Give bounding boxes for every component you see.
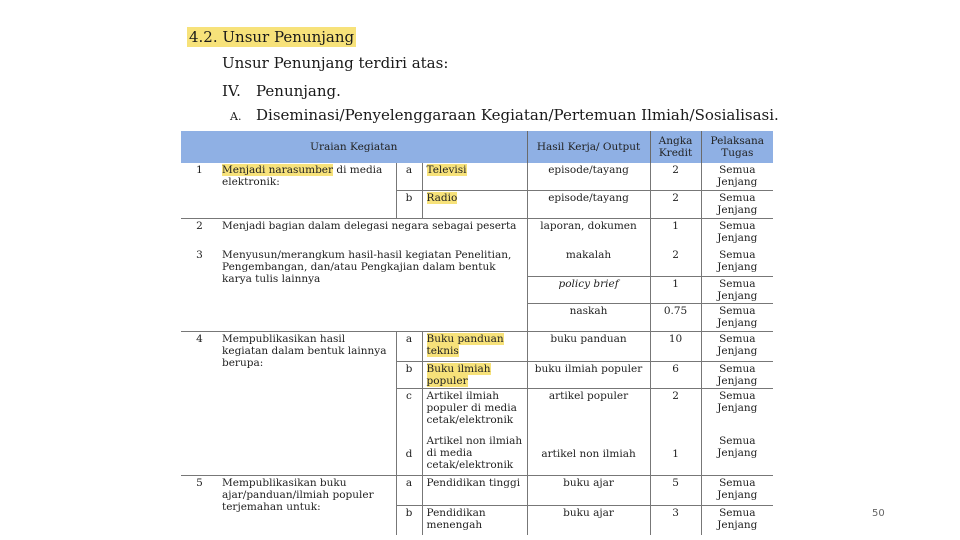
sub-item: Artikel non ilmiah di media cetak/elektronik (422, 434, 527, 475)
table-row (181, 248, 773, 276)
sub-item (422, 331, 527, 361)
kredit-cell: 1 (650, 434, 701, 475)
sub-letter: b (396, 505, 422, 535)
sub-letter: a (396, 475, 422, 505)
row-number: 4 (181, 331, 218, 475)
kredit-cell: 2 (650, 248, 701, 276)
kredit-cell: 1 (650, 218, 701, 248)
sub-item (422, 163, 527, 190)
header-angka-kredit: Angka Kredit (650, 131, 701, 163)
sub-letter: c (396, 388, 422, 434)
pelaksana-cell: Semua Jenjang (701, 303, 773, 331)
page-number: 50 (872, 508, 885, 519)
output-cell: buku ajar (527, 505, 650, 535)
sub-item-text: Buku ilmiah populer (426, 362, 491, 387)
sub-item (422, 190, 527, 218)
sub-item: Artikel ilmiah populer di media cetak/elektronik (422, 388, 527, 434)
row-description-highlight: Menjadi narasumber (222, 164, 334, 176)
pelaksana-cell: Semua Jenjang (701, 218, 773, 248)
section-a-number: A. (230, 110, 242, 123)
output-cell: buku ilmiah populer (527, 361, 650, 388)
intro-text: Unsur Penunjang terdiri atas: (222, 54, 449, 72)
header-pelaksana-tugas: Pelaksana Tugas (701, 131, 773, 163)
header-hasil-kerja: Hasil Kerja/ Output (527, 131, 650, 163)
row-description: Menyusun/merangkum hasil-hasil kegiatan Penelitian, Pengembangan, dan/atau Pengkajian dalam bentuk karya tulis lainnya (222, 249, 512, 285)
sub-item-text: Televisi (426, 164, 467, 176)
section-a (230, 105, 779, 127)
output-cell: artikel populer (527, 388, 650, 434)
output-cell: makalah (527, 248, 650, 276)
section-a-text: Diseminasi/Penyelenggaraan Kegiatan/Pertemuan Ilmiah/Sosialisasi. (256, 106, 779, 124)
pelaksana-cell: Semua Jenjang (701, 190, 773, 218)
row-number: 5 (181, 475, 218, 535)
kredit-cell: 2 (650, 190, 701, 218)
output-cell: buku panduan (527, 331, 650, 361)
kredit-cell: 0.75 (650, 303, 701, 331)
pelaksana-cell: Semua Jenjang (701, 276, 773, 303)
row-number: 1 (196, 164, 203, 176)
section-iv (222, 81, 341, 101)
row-number: 2 (181, 218, 218, 248)
sub-letter: b (396, 361, 422, 388)
section-iv-number: IV. (222, 82, 241, 100)
table-row (181, 163, 773, 190)
pelaksana-cell: Semua Jenjang (701, 331, 773, 361)
kredit-cell: 6 (650, 361, 701, 388)
sub-item-text: Radio (426, 191, 458, 204)
pelaksana-cell: Semua Jenjang (701, 475, 773, 505)
output-cell: artikel non ilmiah (527, 434, 650, 475)
activity-table (181, 131, 773, 535)
row-description: Menjadi bagian dalam delegasi negara sebagai peserta (218, 218, 527, 248)
output-cell: episode/tayang (527, 190, 650, 218)
pelaksana-cell: Semua Jenjang (701, 434, 773, 475)
sub-letter: b (396, 190, 422, 218)
output-cell: naskah (527, 303, 650, 331)
row-description (218, 163, 396, 218)
section-heading: 4.2. Unsur Penunjang (189, 28, 355, 46)
output-cell: buku ajar (527, 475, 650, 505)
row-number: 3 (196, 249, 203, 261)
sub-item-text: Buku panduan teknis (426, 332, 504, 357)
table-header-row (181, 131, 773, 163)
pelaksana-cell: Semua Jenjang (701, 163, 773, 190)
kredit-cell: 10 (650, 331, 701, 361)
kredit-cell: 2 (650, 388, 701, 434)
sub-item (422, 361, 527, 388)
kredit-cell: 2 (650, 163, 701, 190)
header-uraian-kegiatan: Uraian Kegiatan (181, 131, 527, 163)
sub-item: Pendidikan tinggi (422, 475, 527, 505)
kredit-cell: 5 (650, 475, 701, 505)
sub-letter: a (396, 163, 422, 190)
row-description-rest: di media elektronik: (222, 164, 383, 188)
table-row (181, 475, 773, 505)
sub-letter: a (396, 331, 422, 361)
kredit-cell: 1 (650, 276, 701, 303)
kredit-cell: 3 (650, 505, 701, 535)
section-iv-text: Penunjang. (256, 82, 341, 100)
row-description: Mempublikasikan hasil kegiatan dalam bentuk lainnya berupa: (218, 331, 396, 475)
pelaksana-cell: Semua Jenjang (701, 505, 773, 535)
pelaksana-cell: Semua Jenjang (701, 388, 773, 434)
pelaksana-cell: Semua Jenjang (701, 361, 773, 388)
table-row (181, 331, 773, 361)
output-cell: policy brief (527, 276, 650, 303)
row-description: Mempublikasikan buku ajar/panduan/ilmiah populer terjemahan untuk: (218, 475, 396, 535)
sub-item: Pendidikan menengah (422, 505, 527, 535)
sub-letter: d (396, 434, 422, 475)
output-cell: laporan, dokumen (527, 218, 650, 248)
output-cell: episode/tayang (527, 163, 650, 190)
table-row (181, 218, 773, 248)
pelaksana-cell: Semua Jenjang (701, 248, 773, 276)
